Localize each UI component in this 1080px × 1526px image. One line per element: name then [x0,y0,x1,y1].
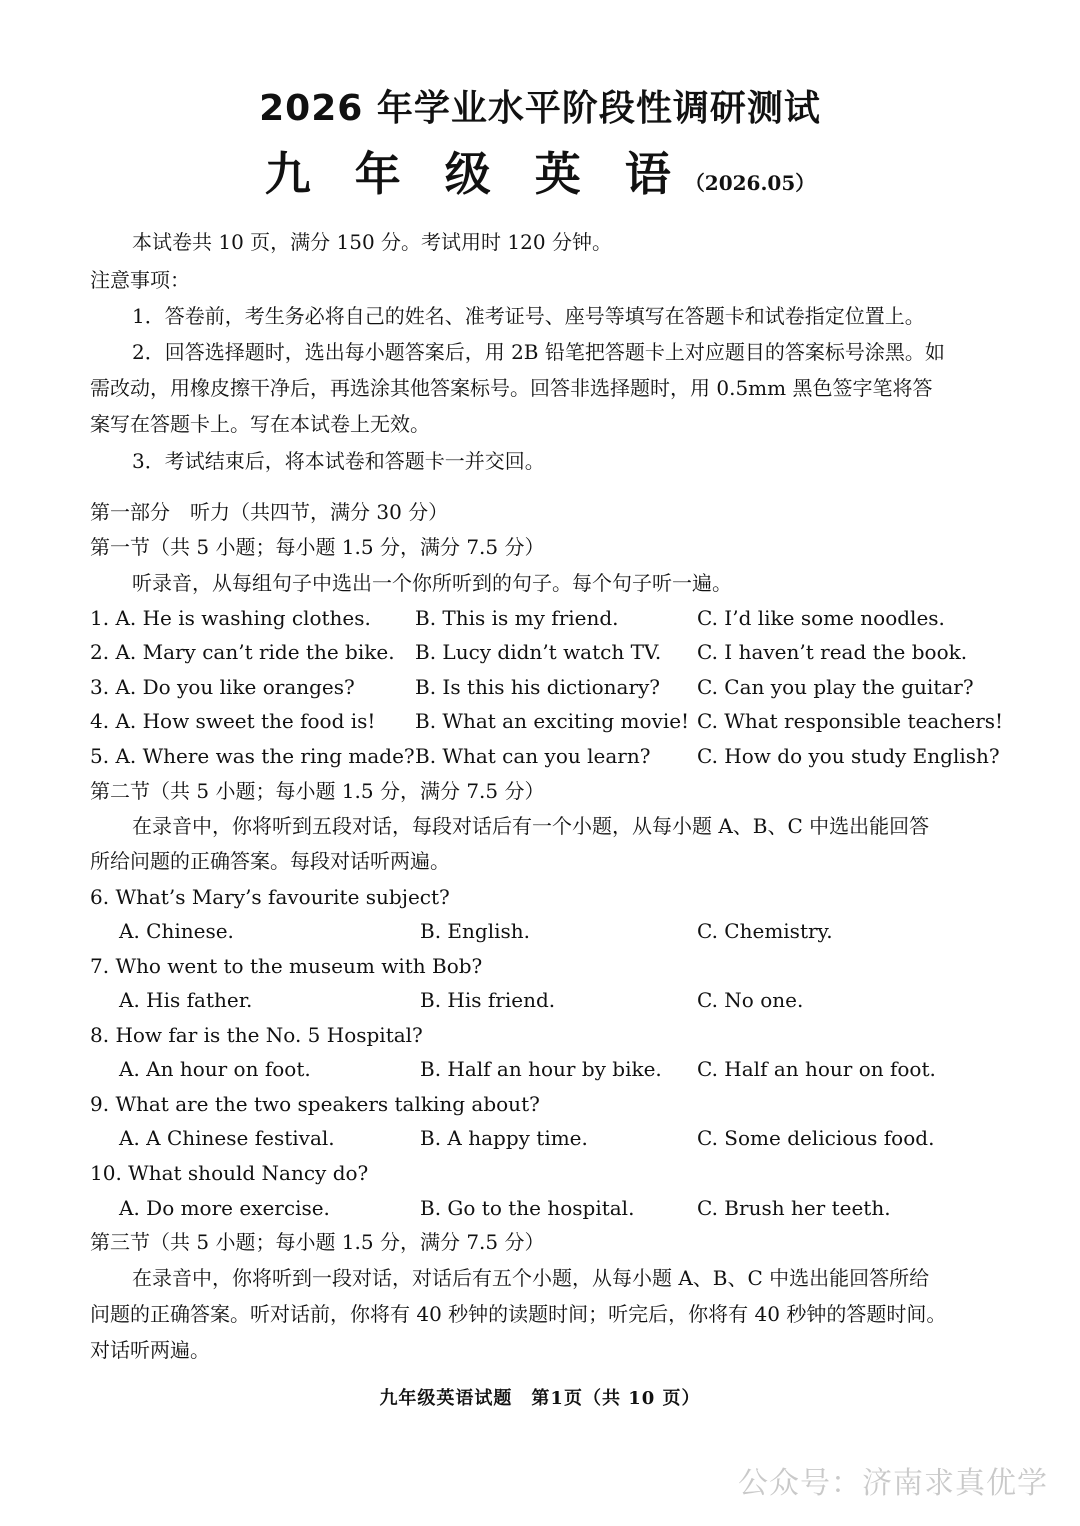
option-b: B. His friend. [420,988,556,1012]
option-b: B. Lucy didn’t watch TV. [415,640,662,664]
option-b: B. English. [420,919,530,943]
question-stem: 7. Who went to the museum with Bob? [90,954,483,978]
notice-item-2-line-1: 2．回答选择题时，选出每小题答案后，用 2B 铅笔把答题卡上对应题目的答案标号涂黑。如 [132,340,945,364]
notice-item-1: 1．答卷前，考生务必将自己的姓名、准考证号、座号等填写在答题卡和试卷指定位置上。 [132,304,925,328]
section2-heading: 第二节（共 5 小题；每小题 1.5 分，满分 7.5 分） [90,779,545,803]
section2-instruction-line-2: 所给问题的正确答案。每段对话听两遍。 [90,849,450,873]
exam-subject: 九 年 级 英 语 [264,147,685,201]
option-a: A. His father. [119,988,253,1012]
option-c: C. Half an hour on foot. [697,1057,936,1081]
section3-instruction-line-3: 对话听两遍。 [90,1338,210,1362]
option-b: B. A happy time. [420,1126,588,1150]
option-b: B. This is my friend. [415,606,619,630]
page-footer: 九年级英语试题 第1页（共 10 页） [379,1388,701,1409]
option-a: A. A Chinese festival. [119,1126,335,1150]
section1-instruction: 听录音，从每组句子中选出一个你所听到的句子。每个句子听一遍。 [132,571,732,595]
option-c: C. Chemistry. [697,919,833,943]
option-a: A. Chinese. [119,919,234,943]
watermark: 公众号：济南求真优学 [738,1466,1048,1501]
option-c: C. Brush her teeth. [697,1196,891,1220]
section1-heading: 第一节（共 5 小题；每小题 1.5 分，满分 7.5 分） [90,535,545,559]
option-b: B. Go to the hospital. [420,1196,635,1220]
option-a: 4. A. How sweet the food is! [90,709,376,733]
option-c: C. I’d like some noodles. [697,606,945,630]
option-b: B. What can you learn? [415,744,651,768]
section3-instruction-line-1: 在录音中，你将听到一段对话，对话后有五个小题，从每小题 A、B、C 中选出能回答所给 [132,1266,930,1290]
notice-item-2-line-2: 需改动，用橡皮擦干净后，再选涂其他答案标号。回答非选择题时，用 0.5mm 黑色签字笔将答 [90,376,933,400]
section3-heading: 第三节（共 5 小题；每小题 1.5 分，满分 7.5 分） [90,1230,545,1254]
notice-item-3: 3．考试结束后，将本试卷和答题卡一并交回。 [132,449,545,473]
option-a: 2. A. Mary can’t ride the bike. [90,640,395,664]
option-c: C. Some delicious food. [697,1126,935,1150]
option-a: 3. A. Do you like oranges? [90,675,355,699]
option-a: 1. A. He is washing clothes. [90,606,371,630]
question-stem: 6. What’s Mary’s favourite subject? [90,885,450,909]
option-c: C. How do you study English? [697,744,1000,768]
option-c: C. No one. [697,988,804,1012]
option-a: 5. A. Where was the ring made? [90,744,415,768]
section2-instruction-line-1: 在录音中，你将听到五段对话，每段对话后有一个小题，从每小题 A、B、C 中选出能回答 [132,814,930,838]
option-a: A. Do more exercise. [119,1196,330,1220]
part1-heading: 第一部分 听力（共四节，满分 30 分） [90,500,449,524]
question-stem: 10. What should Nancy do? [90,1161,369,1185]
option-b: B. Is this his dictionary? [415,675,661,699]
section3-instruction-line-2: 问题的正确答案。听对话前，你将有 40 秒钟的读题时间；听完后，你将有 40 秒钟的答题时间。 [90,1302,947,1326]
option-c: C. What responsible teachers! [697,709,1004,733]
exam-date: （2026.05） [684,171,816,195]
exam-summary: 本试卷共 10 页，满分 150 分。考试用时 120 分钟。 [132,230,612,254]
exam-title: 2026 年学业水平阶段性调研测试 [259,88,821,129]
option-c: C. Can you play the guitar? [697,675,974,699]
option-b: B. What an exciting movie! [415,709,690,733]
option-c: C. I haven’t read the book. [697,640,968,664]
question-stem: 8. How far is the No. 5 Hospital? [90,1023,423,1047]
option-a: A. An hour on foot. [119,1057,311,1081]
notice-title: 注意事项： [90,268,190,292]
exam-subtitle-row [0,138,1080,204]
option-b: B. Half an hour by bike. [420,1057,662,1081]
notice-item-2-line-3: 案写在答题卡上。写在本试卷上无效。 [90,412,430,436]
question-stem: 9. What are the two speakers talking about? [90,1092,540,1116]
